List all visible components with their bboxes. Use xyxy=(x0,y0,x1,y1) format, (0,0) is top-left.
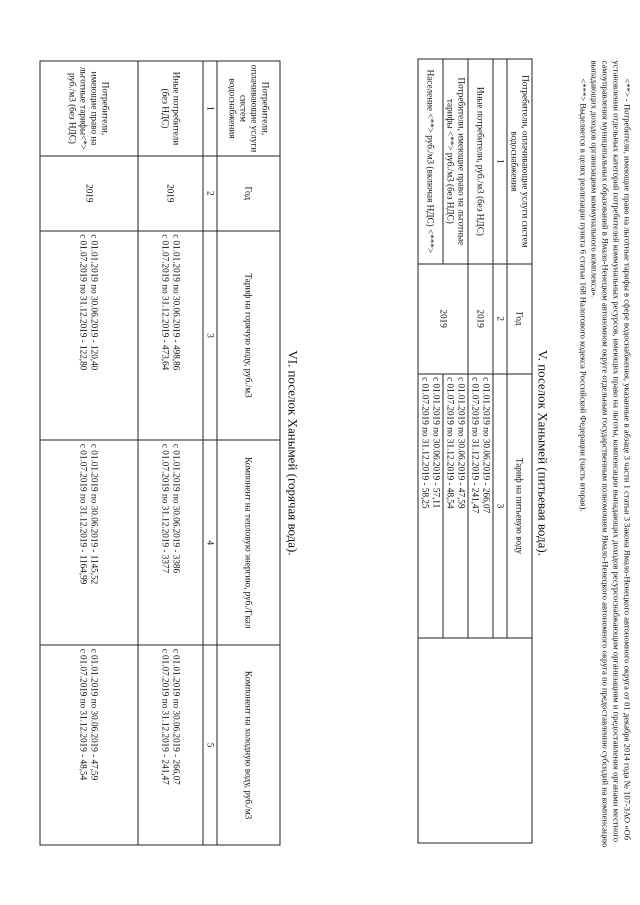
header-cold-component xyxy=(418,638,532,843)
heat-period-2: с 01.07.2019 по 31.12.2019 - 3377 xyxy=(160,443,170,573)
consumer-cell: Потребители, имеющие право на льготные тарифы<*> руб./м3 (без НДС) xyxy=(40,61,138,156)
header-tariff: Тариф на питьевую воду xyxy=(507,373,532,638)
cold-period-1: с 01.01.2019 по 30.06.2019 - 266,07 xyxy=(171,648,181,785)
footnote-privileged-consumers: <**> - Потребители, имеющие право на льготные тарифы в сфере водоснабжения, указанные в абзаце 3 части 1 статьи 3 Закона Ямало-Ненецкого автономного округа от 01 декабря 2014 года № 107-ЗАО «Об установлении отдельных категорий потребителей коммунальных ресурсов, имеющих право на льготы, компенсации выпадающих доходов ресурсоснабжающим организациям и предоставления органами местного самоуправления муниципальных образований в Ямало-Ненецком автономном округе отдельным государственным полномочием Ямало-Ненецкого автономного округа по предоставлению субсидий на компенсацию выпадающих доходов организациям коммунального комплекса». xyxy=(589,60,632,847)
year-cell: 2019 xyxy=(418,263,468,373)
column-number: 2 xyxy=(493,263,507,373)
header-consumers: Потребители, оплачивающие услуги систем водоснабжения xyxy=(507,59,532,264)
cold-period-2: с 01.07.2019 по 31.12.2019 - 48,54 xyxy=(78,648,89,780)
table-header-row xyxy=(217,61,280,845)
header-year: Год xyxy=(507,263,532,373)
column-number: 4 xyxy=(203,440,217,645)
consumer-cell: Иные потребители, руб./м3 (без НДС) xyxy=(468,59,493,264)
header-cold-component: Компонент на холодную воду, руб./м3 xyxy=(217,645,280,845)
tariff-cell xyxy=(138,230,203,440)
consumer-cell: Потребители, имеющие право на льготные тарифы <**> руб./м3 (без НДС) xyxy=(443,59,468,264)
hot-water-tariff-table xyxy=(39,60,280,845)
tariff-period-2: с 01.07.2019 по 31.12.2019 - 48,54 xyxy=(445,376,455,509)
heat-period-1: с 01.01.2019 по 30.06.2019 - 1145,52 xyxy=(89,443,100,584)
tariff-period-1: с 01.01.2019 по 30.06.2019 - 266,07 xyxy=(481,376,491,513)
column-number: 1 xyxy=(203,61,217,156)
cold-cell xyxy=(138,645,203,845)
tariff-period-1: с 01.01.2019 по 30.06.2019 - 498,86 xyxy=(171,233,181,370)
tariff-cell xyxy=(418,373,443,638)
column-number: 3 xyxy=(493,373,507,638)
footnote-vat: <***> Выделяется в целях реализации пункта 6 статьи 168 Налогового кодекса Российской Федерации (часть вторая). xyxy=(578,78,588,512)
header-year: Год xyxy=(217,155,280,230)
header-consumers: Потребители, оплачивающие услуги систем водоснабжения xyxy=(217,61,280,156)
year-cell: 2019 xyxy=(138,155,203,230)
tariff-cell xyxy=(468,373,493,638)
column-number: 5 xyxy=(203,645,217,845)
consumer-cell: Население <**> руб./м3 (включая НДС) <***> xyxy=(418,59,443,264)
cold-period-2: с 01.07.2019 по 31.12.2019 - 241,47 xyxy=(160,648,170,785)
header-tariff: Тариф на горячую воду, руб./м3 xyxy=(217,230,280,440)
column-number: 1 xyxy=(493,59,507,264)
header-heat-component: Компонент на тепловую энергию, руб./Гкал xyxy=(217,440,280,645)
table-row xyxy=(138,61,203,845)
table-number-row xyxy=(203,61,217,845)
cold-cell xyxy=(40,645,138,845)
year-cell: 2019 xyxy=(40,155,138,230)
tariff-period-2: с 01.07.2019 по 31.12.2019 - 241,47 xyxy=(470,376,480,513)
tariff-cell xyxy=(40,230,138,440)
heat-cell xyxy=(40,440,138,645)
tariff-period-1: с 01.01.2019 по 30.06.2019 - 57,11 xyxy=(431,376,441,508)
consumer-cell: Иные потребители (без НДС) xyxy=(138,61,203,156)
heat-period-2: с 01.07.2019 по 31.12.2019 - 1164,99 xyxy=(78,443,89,584)
cold-period-1: с 01.01.2019 по 30.06.2019 - 47,59 xyxy=(89,648,100,780)
section-5-heading: V. поселок Ханымей (питьевая вода). xyxy=(535,349,550,556)
year-cell: 2019 xyxy=(468,263,493,373)
tariff-period-2: с 01.07.2019 по 31.12.2019 - 58,25 xyxy=(420,376,430,509)
column-number: 3 xyxy=(203,230,217,440)
table-row xyxy=(40,61,138,845)
tariff-period-2: с 01.07.2019 по 31.12.2019 - 122,80 xyxy=(78,233,89,370)
column-number: 2 xyxy=(203,155,217,230)
drinking-water-tariff-table xyxy=(417,58,532,843)
heat-cell xyxy=(138,440,203,645)
tariff-period-1: с 01.01.2019 по 30.06.2019 - 120,40 xyxy=(89,233,100,370)
heat-period-1: с 01.01.2019 по 30.06.2019 - 3386 xyxy=(171,443,181,573)
tariff-period-2: с 01.07.2019 по 31.12.2019 - 473,64 xyxy=(160,233,170,370)
table-header-row xyxy=(507,59,532,843)
section-6-heading: VI. поселок Ханымей (горячая вода). xyxy=(285,349,300,556)
tariff-period-1: с 01.01.2019 по 30.06.2019 - 47,59 xyxy=(456,376,466,509)
tariff-cell xyxy=(443,373,468,638)
